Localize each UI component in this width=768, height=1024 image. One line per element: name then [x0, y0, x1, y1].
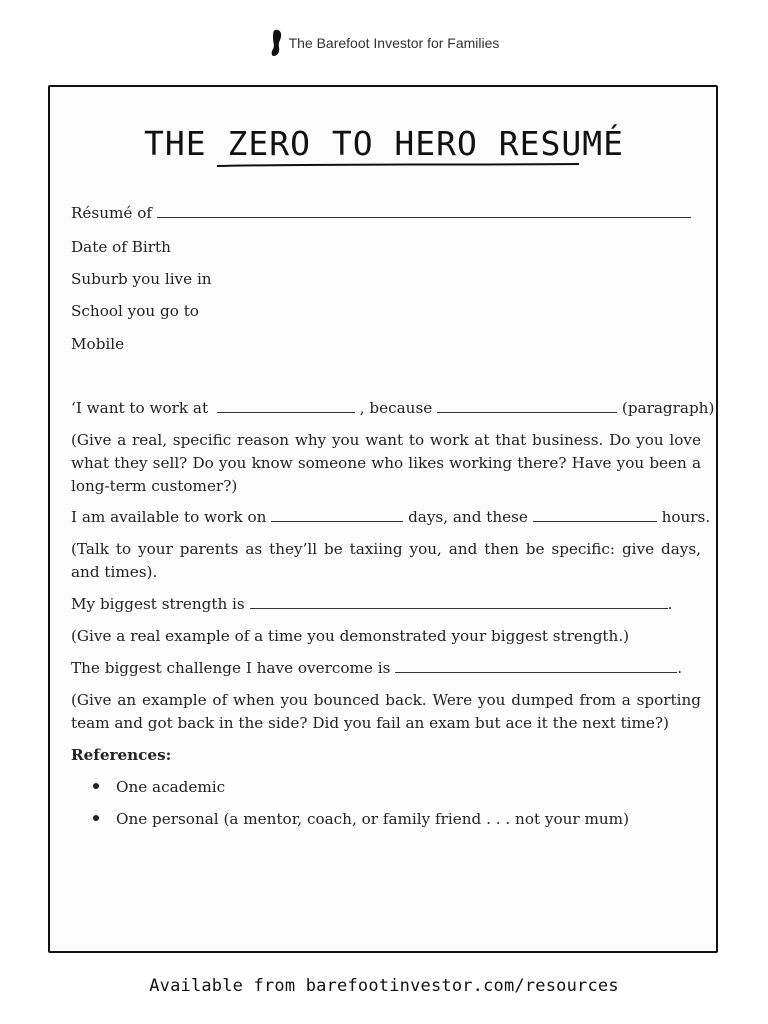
strength-label: My biggest strength is: [71, 595, 245, 613]
work-at-blank[interactable]: [217, 397, 355, 413]
date-of-birth-label: Date of Birth: [71, 238, 171, 256]
work-at-row: [71, 397, 720, 420]
challenge-row: [71, 657, 701, 680]
reference-item: [93, 776, 225, 799]
strength-period: .: [667, 595, 673, 613]
because-blank[interactable]: [437, 397, 617, 413]
hours-blank[interactable]: [533, 506, 657, 522]
work-at-label: ‘I want to work at: [71, 399, 209, 417]
bullet-icon: [93, 815, 99, 821]
page-header: [0, 28, 768, 58]
paragraph-label: (paragraph).: [621, 399, 720, 417]
availability-row: [71, 506, 711, 529]
resume-of-row: [71, 202, 701, 225]
hours-label: hours.: [661, 508, 711, 526]
footer-resources-link: Available from barefootinvestor.com/resources: [149, 976, 619, 996]
mobile-label: Mobile: [71, 335, 125, 353]
challenge-label: The biggest challenge I have overcome is: [71, 659, 391, 677]
resume-of-label: Résumé of: [71, 204, 152, 222]
strength-hint: (Give a real example of a time you demonstrated your biggest strength.): [71, 627, 630, 645]
bullet-icon: [93, 783, 99, 789]
availability-label: I am available to work on: [71, 508, 267, 526]
page-title: THE ZERO TO HERO RESUMÉ: [144, 124, 624, 163]
brand-name: The Barefoot Investor for Families: [288, 35, 500, 51]
reference-item-label: One academic: [116, 778, 226, 796]
reference-item: [93, 808, 629, 831]
availability-hint: (Talk to your parents as they’ll be taxiing you, and then be specific: give days, and times).: [71, 540, 701, 581]
challenge-period: .: [677, 659, 683, 677]
suburb-label: Suburb you live in: [71, 270, 212, 288]
school-label: School you go to: [71, 302, 199, 320]
strength-blank[interactable]: [250, 593, 668, 609]
resume-of-blank[interactable]: [157, 202, 691, 218]
references-heading: References:: [71, 746, 172, 764]
days-blank[interactable]: [271, 506, 403, 522]
title-underline: [216, 162, 580, 168]
because-label: , because: [359, 399, 433, 417]
reference-item-label: One personal (a mentor, coach, or family friend . . . not your mum): [116, 810, 630, 828]
work-hint: (Give a real, specific reason why you want to work at that business. Do you love what they sell? Do you know someone who likes working there? Have you been a long-term customer?): [71, 431, 701, 495]
days-label: days, and these: [408, 508, 528, 526]
challenge-hint: (Give an example of when you bounced back. Were you dumped from a sporting team and got back in the side? Did you fail an exam but ace it the next time?): [71, 691, 701, 732]
footprint-icon: [269, 28, 285, 58]
strength-row: [71, 593, 701, 616]
challenge-blank[interactable]: [395, 657, 677, 673]
